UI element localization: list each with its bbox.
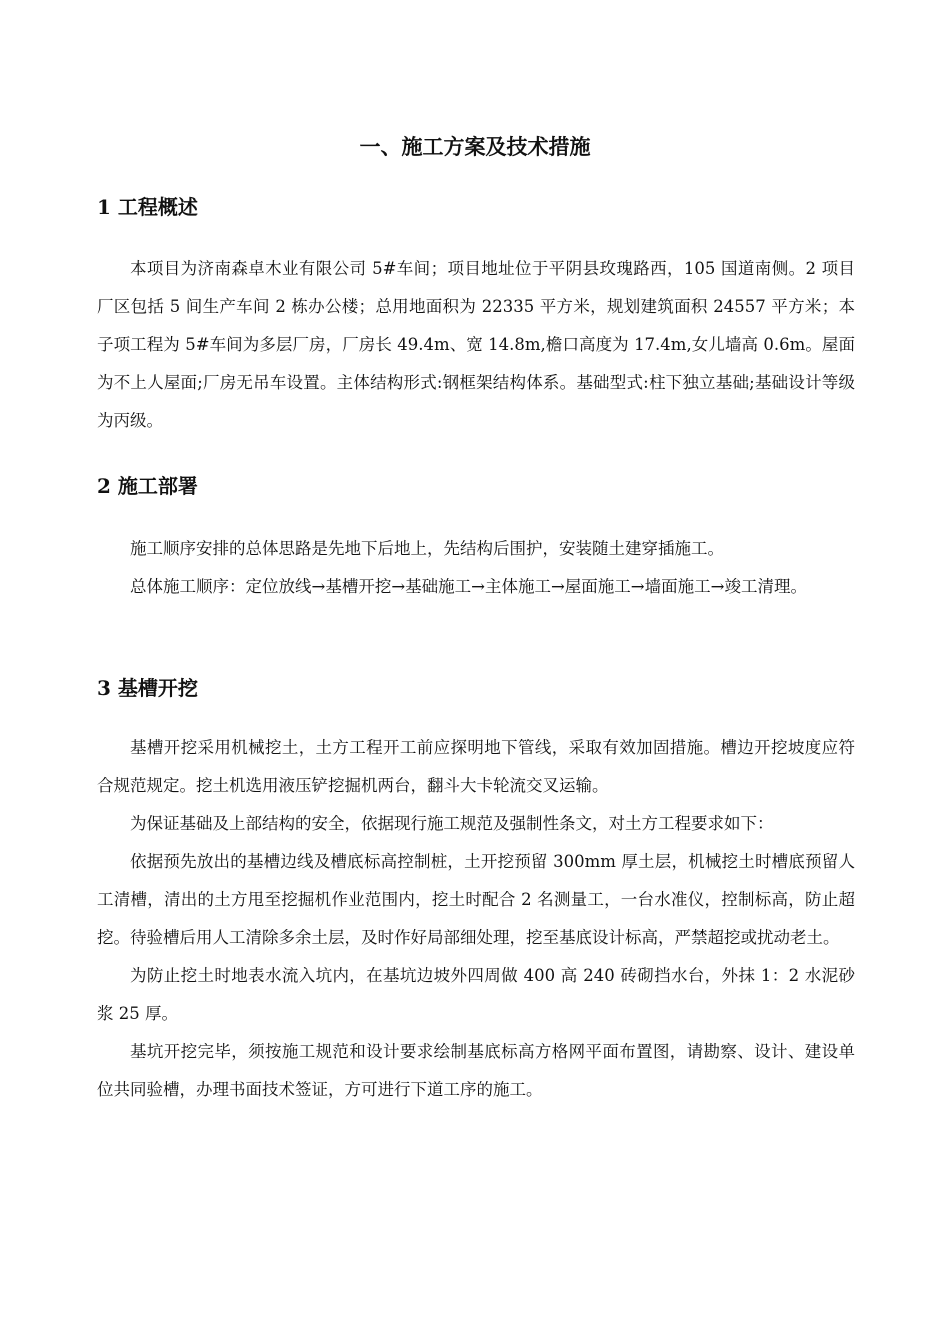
section-body-overview <box>97 250 855 440</box>
section-heading-overview: 1 工程概述 <box>97 195 198 219</box>
paragraph: 总体施工顺序：定位放线→基槽开挖→基础施工→主体施工→屋面施工→墙面施工→竣工清理。 <box>130 577 807 596</box>
paragraph: 施工顺序安排的总体思路是先地下后地上，先结构后围护，安装随土建穿插施工。 <box>130 539 724 558</box>
section-body-deployment <box>97 530 855 606</box>
section-heading-excavation: 3 基槽开挖 <box>97 676 198 700</box>
section-body-excavation <box>97 729 855 1109</box>
paragraph: 为防止挖土时地表水流入坑内，在基坑边坡外四周做 400 高 240 砖砌挡水台，外抹 1：2 水泥砂浆 25 厚。 <box>97 966 855 1023</box>
document-title: 一、施工方案及技术措施 <box>359 134 591 159</box>
paragraph: 基槽开挖采用机械挖土，土方工程开工前应探明地下管线，采取有效加固措施。槽边开挖坡度应符合规范规定。挖土机选用液压铲挖掘机两台，翻斗大卡轮流交叉运输。 <box>97 738 855 795</box>
paragraph: 基坑开挖完毕，须按施工规范和设计要求绘制基底标高方格网平面布置图，请勘察、设计、建设单位共同验槽，办理书面技术签证，方可进行下道工序的施工。 <box>97 1042 855 1099</box>
paragraph: 本项目为济南森卓木业有限公司 5#车间；项目地址位于平阴县玫瑰路西，105 国道南侧。2 项目厂区包括 5 间生产车间 2 栋办公楼；总用地面积为 22335 平方米，规划建筑面积 24557 平方米；本子项工程为 5#车间为多层厂房，厂房长 49.4m、宽 14.8m,檐口高度为 17.4m,女儿墙高 0.6m。屋面为不上人屋面;厂房无吊车设置。主体结构形式:钢框架结构体系。基础型式:柱下独立基础;基础设计等级为丙级。 <box>97 259 855 430</box>
paragraph: 为保证基础及上部结构的安全，依据现行施工规范及强制性条文，对土方工程要求如下： <box>130 814 774 833</box>
section-heading-deployment: 2 施工部署 <box>97 474 198 498</box>
paragraph: 依据预先放出的基槽边线及槽底标高控制桩，土开挖预留 300mm 厚土层，机械挖土时槽底预留人工清槽，清出的土方甩至挖掘机作业范围内，挖土时配合 2 名测量工，一台水准仪，控制标高，防止超挖。待验槽后用人工清除多余土层，及时作好局部细处理，挖至基底设计标高，严禁超挖或扰动老土。 <box>97 852 855 947</box>
